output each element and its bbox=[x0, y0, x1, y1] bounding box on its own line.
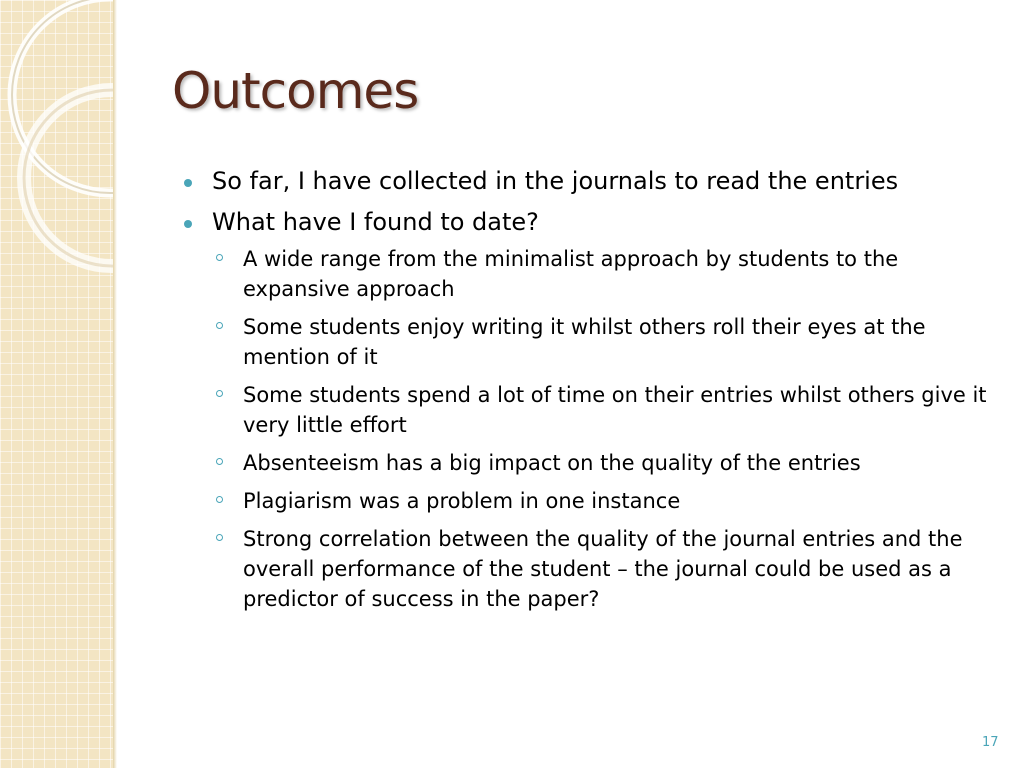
bullet-dot-icon bbox=[184, 179, 192, 187]
sub-bullet-text: Plagiarism was a problem in one instance bbox=[243, 489, 681, 513]
sub-bullet-circle-icon bbox=[216, 254, 223, 261]
sub-bullet-list bbox=[212, 244, 1000, 614]
sub-bullet-item bbox=[212, 312, 1000, 372]
side-strip-edge bbox=[113, 0, 117, 768]
sub-bullet-item bbox=[212, 524, 1000, 614]
sub-bullet-item bbox=[212, 486, 1000, 516]
bullet-text: What have I found to date? bbox=[212, 208, 539, 236]
sub-bullet-item bbox=[212, 448, 1000, 478]
sub-bullet-text: Absenteeism has a big impact on the quality of the entries bbox=[243, 451, 861, 475]
decorative-side-strip bbox=[0, 0, 113, 768]
sub-bullet-text: Some students spend a lot of time on their entries whilst others give it very little effort bbox=[243, 383, 987, 437]
bullet-text: So far, I have collected in the journals to read the entries bbox=[212, 167, 899, 195]
bullet-item bbox=[180, 207, 1000, 614]
sub-bullet-item bbox=[212, 244, 1000, 304]
sub-bullet-circle-icon bbox=[216, 458, 223, 465]
page-number: 17 bbox=[982, 735, 999, 750]
bullet-item bbox=[180, 166, 1000, 197]
sub-bullet-circle-icon bbox=[216, 322, 223, 329]
decorative-rings bbox=[0, 0, 113, 768]
sub-bullet-text: Some students enjoy writing it whilst others roll their eyes at the mention of it bbox=[243, 315, 926, 369]
bullet-dot-icon bbox=[184, 220, 192, 228]
sub-bullet-text: Strong correlation between the quality of the journal entries and the overall performance of the student – the journal could be used as a predictor of success in the paper? bbox=[243, 527, 963, 611]
slide-body bbox=[180, 166, 1000, 624]
sub-bullet-text: A wide range from the minimalist approach by students to the expansive approach bbox=[243, 247, 899, 301]
sub-bullet-circle-icon bbox=[216, 496, 223, 503]
sub-bullet-circle-icon bbox=[216, 534, 223, 541]
slide-title: Outcomes bbox=[172, 62, 419, 120]
sub-bullet-circle-icon bbox=[216, 390, 223, 397]
bullet-list bbox=[180, 166, 1000, 614]
sub-bullet-item bbox=[212, 380, 1000, 440]
